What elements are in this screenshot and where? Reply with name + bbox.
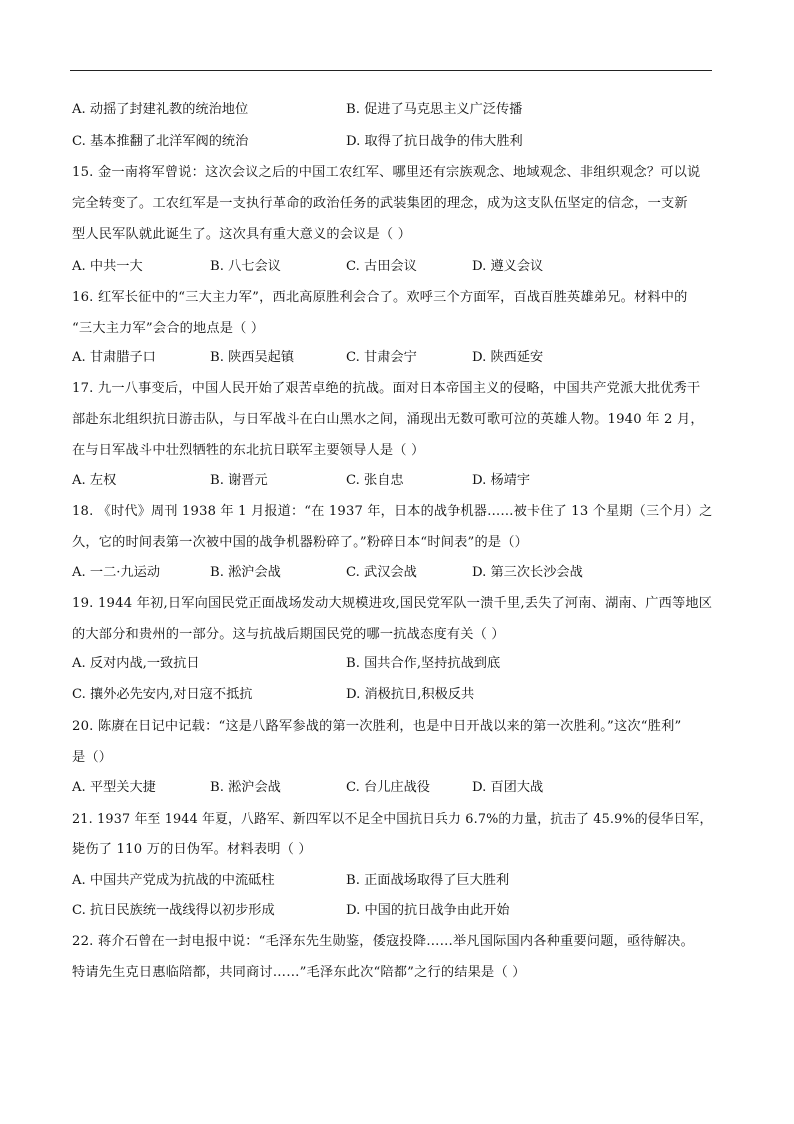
q19-option-d: D. 消极抗日,积极反共 (346, 687, 475, 702)
q16-option-d: D. 陕西延安 (472, 350, 544, 365)
q15-stem-line-1: 15. 金一南将军曾说：这次会议之后的中国工农红军、哪里还有宗族观念、地域观念、非组织观念？可以说 (72, 165, 701, 180)
q16-stem-line-2: “三大主力军”会合的地点是（ ） (72, 321, 265, 336)
q21-option-a: A. 中国共产党成为抗战的中流砥柱 (72, 873, 275, 888)
q19-option-b: B. 国共合作,坚持抗战到底 (346, 656, 501, 671)
q20-option-c: C. 台儿庄战役 (346, 780, 430, 795)
q19-option-a: A. 反对内战,一致抗日 (72, 656, 200, 671)
header-rule (70, 70, 712, 71)
q15-option-a: A. 中共一大 (72, 259, 143, 274)
q18-option-d: D. 第三次长沙会战 (472, 565, 583, 580)
q17-stem-line-2: 部赴东北组织抗日游击队，与日军战斗在白山黑水之间，涌现出无数可歌可泣的英雄人物。1940 年 2 月， (72, 412, 704, 427)
q18-option-a: A. 一二·九运动 (72, 565, 161, 580)
q18-option-b: B. 淞沪会战 (210, 565, 281, 580)
q20-option-d: D. 百团大战 (472, 780, 544, 795)
q19-stem-line-2: 的大部分和贵州的一部分。这与抗战后期国民党的哪一抗战态度有关（ ） (72, 627, 505, 642)
q14-option-b: B. 促进了马克思主义广泛传播 (346, 102, 523, 117)
q17-stem-line-3: 在与日军战斗中壮烈牺牲的东北抗日联军主要领导人是（ ） (72, 443, 425, 458)
q17-stem-line-1: 17. 九一八事变后，中国人民开始了艰苦卓绝的抗战。面对日本帝国主义的侵略，中国共产党派大批优秀干 (72, 381, 701, 396)
q21-option-c: C. 抗日民族统一战线得以初步形成 (72, 903, 275, 918)
q15-option-c: C. 古田会议 (346, 259, 417, 274)
q14-option-a: A. 动摇了封建礼教的统治地位 (72, 102, 249, 117)
q20-stem-line-2: 是（） (72, 750, 113, 765)
q19-option-c: C. 攘外必先安内,对日寇不抵抗 (72, 687, 253, 702)
q17-option-b: B. 谢晋元 (210, 473, 268, 488)
q17-option-d: D. 杨靖宇 (472, 473, 531, 488)
q16-option-c: C. 甘肃会宁 (346, 350, 417, 365)
q19-stem-line-1: 19. 1944 年初,日军向国民党正面战场发动大规模进攻,国民党军队一溃千里,丢失了河南、湖南、广西等地区 (72, 596, 713, 611)
q20-option-b: B. 淞沪会战 (210, 780, 281, 795)
q22-stem-line-1: 22. 蒋介石曾在一封电报中说：“毛泽东先生勋鉴，倭寇投降……举凡国际国内各种重要问题，亟待解决。 (72, 934, 694, 949)
q18-option-c: C. 武汉会战 (346, 565, 417, 580)
q20-stem-line-1: 20. 陈赓在日记中记载：“这是八路军参战的第一次胜利，也是中日开战以来的第一次胜利。”这次“胜利” (72, 719, 682, 734)
q16-option-a: A. 甘肃腊子口 (72, 350, 156, 365)
q14-option-c: C. 基本推翻了北洋军阀的统治 (72, 134, 249, 149)
q15-option-b: B. 八七会议 (210, 259, 281, 274)
q15-stem-line-3: 型人民军队就此诞生了。这次具有重大意义的会议是（ ） (72, 227, 412, 242)
q20-option-a: A. 平型关大捷 (72, 780, 156, 795)
q15-stem-line-2: 完全转变了。工农红军是一支执行革命的政治任务的武装集团的理念，成为这支队伍坚定的信念，一支新 (72, 196, 688, 211)
q22-stem-line-2: 特请先生克日惠临陪都，共同商讨……”毛泽东此次“陪都”之行的结果是（ ） (72, 965, 526, 980)
q18-stem-line-2: 久，它的时间表第一次被中国的战争机器粉碎了。”粉碎日本“时间表”的是（） (72, 535, 529, 550)
q21-stem-line-2: 毙伤了 110 万的日伪军。材料表明（ ） (72, 842, 312, 857)
q17-option-a: A. 左权 (72, 473, 117, 488)
q14-option-d: D. 取得了抗日战争的伟大胜利 (346, 134, 523, 149)
q16-stem-line-1: 16. 红军长征中的“三大主力军”，西北高原胜利会合了。欢呼三个方面军，百战百胜英雄弟兄。材料中的 (72, 290, 688, 305)
q21-stem-line-1: 21. 1937 年至 1944 年夏，八路军、新四军以不足全中国抗日兵力 6.7%的力量，抗击了 45.9%的侵华日军， (72, 812, 713, 827)
q17-option-c: C. 张自忠 (346, 473, 404, 488)
q21-option-b: B. 正面战场取得了巨大胜利 (346, 873, 510, 888)
q18-stem-line-1: 18. 《时代》周刊 1938 年 1 月报道：“在 1937 年，日本的战争机器……被卡住了 13 个星期（三个月）之 (72, 504, 713, 519)
q21-option-d: D. 中国的抗日战争由此开始 (346, 903, 510, 918)
q16-option-b: B. 陕西吴起镇 (210, 350, 295, 365)
q15-option-d: D. 遵义会议 (472, 259, 544, 274)
